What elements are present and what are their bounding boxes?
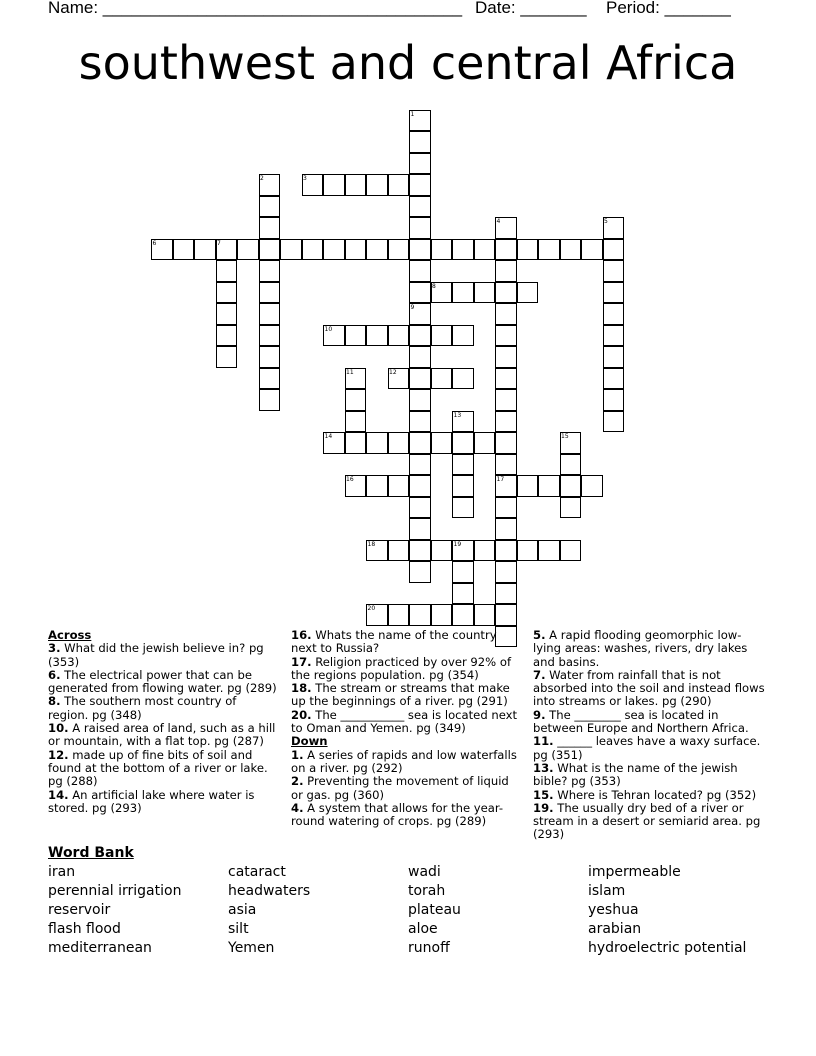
grid-cell[interactable] xyxy=(409,540,431,562)
grid-cell[interactable] xyxy=(452,583,474,605)
grid-cell[interactable] xyxy=(345,411,367,433)
grid-cell[interactable] xyxy=(452,325,474,347)
grid-cell[interactable] xyxy=(603,389,625,411)
grid-cell[interactable] xyxy=(345,174,367,196)
down-heading: Down xyxy=(291,734,328,749)
word-bank-item: yeshua xyxy=(588,902,639,918)
grid-cell[interactable] xyxy=(495,368,517,390)
grid-cell[interactable] xyxy=(259,196,281,218)
across-heading: Across xyxy=(48,628,92,642)
grid-cell[interactable] xyxy=(409,260,431,282)
grid-cell[interactable] xyxy=(538,475,560,497)
clue-number: 11 xyxy=(346,368,354,376)
grid-cell[interactable] xyxy=(517,540,539,562)
word-bank-item: arabian xyxy=(588,921,642,937)
word-bank-item: Yemen xyxy=(228,940,275,956)
grid-cell[interactable] xyxy=(495,325,517,347)
grid-cell[interactable] xyxy=(388,540,410,562)
clue-down-19: 19. The usually dry bed of a river or stream in a desert or semiarid area. pg (293) xyxy=(533,800,761,842)
grid-cell[interactable] xyxy=(495,583,517,605)
grid-cell[interactable] xyxy=(259,282,281,304)
word-bank-title: Word Bank xyxy=(48,845,134,861)
grid-cell[interactable] xyxy=(452,282,474,304)
grid-cell[interactable] xyxy=(409,217,431,239)
word-bank-item: asia xyxy=(228,902,257,918)
grid-cell[interactable] xyxy=(603,303,625,325)
clue-number: 19 xyxy=(453,540,462,548)
period-field-label[interactable]: Period: _______ xyxy=(606,0,731,17)
grid-cell[interactable] xyxy=(431,368,453,390)
grid-cell[interactable] xyxy=(216,303,238,325)
clue-number: 1 xyxy=(410,110,415,118)
clue-down-13: 13. What is the name of the jewish bible? pg (353) xyxy=(533,760,738,789)
grid-cell[interactable] xyxy=(409,389,431,411)
grid-cell[interactable] xyxy=(388,325,410,347)
grid-cell[interactable] xyxy=(495,346,517,368)
grid-cell[interactable] xyxy=(259,303,281,325)
grid-cell[interactable] xyxy=(431,604,453,626)
word-bank-col-2 xyxy=(228,863,310,958)
grid-cell[interactable] xyxy=(452,454,474,476)
clue-down-7: 7. Water from rainfall that is not absorbed into the soil and instead flows into streams or lakes. pg (290) xyxy=(533,667,765,709)
clue-number: 6 xyxy=(152,239,157,247)
grid-cell[interactable] xyxy=(538,540,560,562)
page-title: southwest and central Africa xyxy=(78,36,738,90)
grid-cell[interactable] xyxy=(452,604,474,626)
grid-cell[interactable] xyxy=(495,239,517,261)
grid-cell[interactable] xyxy=(603,239,625,261)
grid-cell[interactable] xyxy=(259,346,281,368)
clue-number: 8 xyxy=(432,282,436,290)
grid-cell[interactable] xyxy=(538,239,560,261)
grid-cell[interactable] xyxy=(495,432,517,454)
clue-across-17: 17. Religion practiced by over 92% of the regions population. pg (354) xyxy=(291,654,512,682)
word-bank-item: plateau xyxy=(408,902,461,918)
grid-cell[interactable] xyxy=(409,346,431,368)
grid-cell[interactable] xyxy=(474,282,496,304)
grid-cell[interactable] xyxy=(388,239,410,261)
grid-cell[interactable] xyxy=(345,325,367,347)
grid-cell[interactable] xyxy=(259,217,281,239)
grid-cell[interactable] xyxy=(237,239,259,261)
grid-cell[interactable] xyxy=(216,346,238,368)
word-bank-item: wadi xyxy=(408,864,441,880)
grid-cell[interactable] xyxy=(345,389,367,411)
clue-down-9: 9. The ________ sea is located in between Europe and Northern Africa. xyxy=(533,707,749,736)
word-bank-item: reservoir xyxy=(48,902,111,918)
grid-cell[interactable] xyxy=(409,368,431,390)
grid-cell[interactable] xyxy=(603,325,625,347)
grid-cell[interactable] xyxy=(216,260,238,282)
grid-cell[interactable] xyxy=(495,454,517,476)
clue-number: 20 xyxy=(367,605,376,612)
grid-cell[interactable] xyxy=(409,153,431,175)
word-bank-item: islam xyxy=(588,883,626,899)
grid-cell[interactable] xyxy=(409,497,431,519)
word-bank-item: cataract xyxy=(228,864,286,880)
grid-cell[interactable] xyxy=(431,325,453,347)
grid-cell[interactable] xyxy=(323,239,345,261)
grid-cell[interactable] xyxy=(603,346,625,368)
clue-across-3: 3. What did the jewish believe in? pg (353) xyxy=(48,641,264,669)
clue-across-20: 20. The ___________ sea is located next to Oman and Yemen. pg (349) xyxy=(291,707,518,736)
word-bank-item: aloe xyxy=(408,921,438,937)
clue-down-4: 4. A system that allows for the year-round watering of crops. pg (289) xyxy=(291,800,504,829)
grid-cell[interactable] xyxy=(495,561,517,583)
word-bank-item: iran xyxy=(48,864,76,880)
grid-cell[interactable] xyxy=(259,239,281,261)
grid-cell[interactable] xyxy=(388,174,410,196)
grid-cell[interactable] xyxy=(495,604,517,626)
clue-number: 9 xyxy=(410,304,415,311)
clue-number: 15 xyxy=(561,433,569,440)
grid-cell[interactable] xyxy=(495,411,517,433)
word-bank-item: mediterranean xyxy=(48,940,152,956)
grid-cell[interactable] xyxy=(259,325,281,347)
grid-cell[interactable] xyxy=(581,475,603,497)
clue-across-8: 8. The southern most country of region. pg (348) xyxy=(48,694,237,722)
word-bank-item: hydroelectric potential xyxy=(588,940,747,956)
grid-cell[interactable] xyxy=(560,475,582,497)
clue-down-15: 15. Where is Tehran located? pg (352) xyxy=(533,787,757,802)
grid-cell[interactable] xyxy=(302,239,324,261)
clue-number: 10 xyxy=(324,325,333,333)
grid-cell[interactable] xyxy=(517,475,539,497)
grid-cell[interactable] xyxy=(259,260,281,282)
grid-cell[interactable] xyxy=(495,282,517,304)
clue-number: 12 xyxy=(389,368,397,376)
clue-number: 4 xyxy=(496,218,501,225)
clue-number: 2 xyxy=(260,175,264,182)
word-bank-item: silt xyxy=(228,921,249,937)
grid-cell[interactable] xyxy=(474,540,496,562)
grid-cell[interactable] xyxy=(409,282,431,304)
word-bank-col-4 xyxy=(588,863,746,958)
grid-cell[interactable] xyxy=(345,239,367,261)
clue-down-11: 11. ______ leaves have a waxy surface. pg (351) xyxy=(533,734,761,762)
grid-cell[interactable] xyxy=(560,454,582,476)
grid-cell[interactable] xyxy=(452,239,474,261)
clue-number: 5 xyxy=(604,218,608,225)
grid-cell[interactable] xyxy=(452,368,474,390)
clue-number: 3 xyxy=(303,175,307,182)
grid-cell[interactable] xyxy=(259,368,281,390)
clue-across-10: 10. A raised area of land, such as a hill or mountain, with a flat top. pg (287) xyxy=(48,721,276,749)
grid-cell[interactable] xyxy=(560,497,582,519)
clues-col-2 xyxy=(291,629,519,828)
grid-cell[interactable] xyxy=(495,303,517,325)
grid-cell[interactable] xyxy=(409,604,431,626)
grid-cell[interactable] xyxy=(366,325,388,347)
clue-across-14: 14. An artificial lake where water is stored. pg (293) xyxy=(48,787,255,815)
grid-cell[interactable] xyxy=(280,239,302,261)
grid-cell[interactable] xyxy=(474,239,496,261)
grid-cell[interactable] xyxy=(409,561,431,583)
name-field-label[interactable]: Name: ______________________________________ xyxy=(48,0,463,17)
clue-across-16: 16. Whats the name of the country next to Russia? xyxy=(291,628,497,656)
date-field-label[interactable]: Date: _______ xyxy=(475,0,587,17)
grid-cell[interactable] xyxy=(409,196,431,218)
grid-cell[interactable] xyxy=(173,239,195,261)
word-bank-item: runoff xyxy=(408,940,450,956)
grid-cell[interactable] xyxy=(560,239,582,261)
grid-cell[interactable] xyxy=(409,475,431,497)
grid-cell[interactable] xyxy=(366,239,388,261)
grid-cell[interactable] xyxy=(366,475,388,497)
grid-cell[interactable] xyxy=(409,432,431,454)
clue-number: 13 xyxy=(453,411,462,419)
grid-cell[interactable] xyxy=(409,174,431,196)
grid-cell[interactable] xyxy=(495,518,517,540)
grid-cell[interactable] xyxy=(495,540,517,562)
grid-cell[interactable] xyxy=(495,389,517,411)
grid-cell[interactable] xyxy=(388,604,410,626)
grid-cell[interactable] xyxy=(603,260,625,282)
grid-cell[interactable] xyxy=(581,239,603,261)
grid-cell[interactable] xyxy=(388,475,410,497)
grid-cell[interactable] xyxy=(366,432,388,454)
clue-number: 18 xyxy=(367,540,376,548)
grid-cell[interactable] xyxy=(259,389,281,411)
grid-cell[interactable] xyxy=(474,432,496,454)
grid-cell[interactable] xyxy=(388,432,410,454)
grid-cell[interactable] xyxy=(409,411,431,433)
grid-cell[interactable] xyxy=(603,368,625,390)
word-bank-item: torah xyxy=(408,883,446,899)
word-bank-col-1 xyxy=(48,863,181,958)
clue-number: 16 xyxy=(346,476,354,483)
grid-cell[interactable] xyxy=(452,561,474,583)
grid-cell[interactable] xyxy=(409,131,431,153)
word-bank-item: flash flood xyxy=(48,921,121,937)
clue-down-5: 5. A rapid flooding geomorphic low-lying areas: washes, rivers, dry lakes and basins. xyxy=(533,628,748,669)
grid-cell[interactable] xyxy=(495,497,517,519)
grid-cell[interactable] xyxy=(517,282,539,304)
clue-number: 14 xyxy=(324,433,333,440)
grid-cell[interactable] xyxy=(474,604,496,626)
clue-across-18: 18. The stream or streams that make up the beginnings of a river. pg (291) xyxy=(291,681,510,709)
clue-number: 17 xyxy=(496,476,505,483)
grid-cell[interactable] xyxy=(452,497,474,519)
grid-cell[interactable] xyxy=(409,454,431,476)
word-bank-item: impermeable xyxy=(588,864,681,880)
grid-cell[interactable] xyxy=(495,260,517,282)
grid-cell[interactable] xyxy=(216,282,238,304)
grid-cell[interactable] xyxy=(366,174,388,196)
clue-down-1: 1. A series of rapids and low waterfalls on a river. pg (292) xyxy=(291,747,517,775)
clues-col-1 xyxy=(48,629,278,815)
clue-down-2: 2. Preventing the movement of liquid or gas. pg (360) xyxy=(291,774,509,802)
clue-number: 7 xyxy=(217,239,221,247)
clue-across-6: 6. The electrical power that can be generated from flowing water. pg (289) xyxy=(48,667,277,696)
grid-cell[interactable] xyxy=(409,518,431,540)
clue-across-12: 12. made up of fine bits of soil and found at the bottom of a river or lake. pg (288) xyxy=(48,747,268,789)
grid-cell[interactable] xyxy=(409,239,431,261)
word-bank-col-3 xyxy=(408,863,461,958)
grid-cell[interactable] xyxy=(603,411,625,433)
grid-cell[interactable] xyxy=(431,432,453,454)
grid-cell[interactable] xyxy=(216,325,238,347)
grid-cell[interactable] xyxy=(345,432,367,454)
grid-cell[interactable] xyxy=(517,239,539,261)
grid-cell[interactable] xyxy=(431,239,453,261)
grid-cell[interactable] xyxy=(603,282,625,304)
grid-cell[interactable] xyxy=(560,540,582,562)
grid-cell[interactable] xyxy=(194,239,216,261)
grid-cell[interactable] xyxy=(452,475,474,497)
clues-col-3 xyxy=(533,629,769,842)
grid-cell[interactable] xyxy=(323,174,345,196)
word-bank-item: perennial irrigation xyxy=(48,883,182,899)
word-bank-item: headwaters xyxy=(228,883,311,899)
grid-cell[interactable] xyxy=(409,325,431,347)
grid-cell[interactable] xyxy=(452,432,474,454)
grid-cell[interactable] xyxy=(431,540,453,562)
